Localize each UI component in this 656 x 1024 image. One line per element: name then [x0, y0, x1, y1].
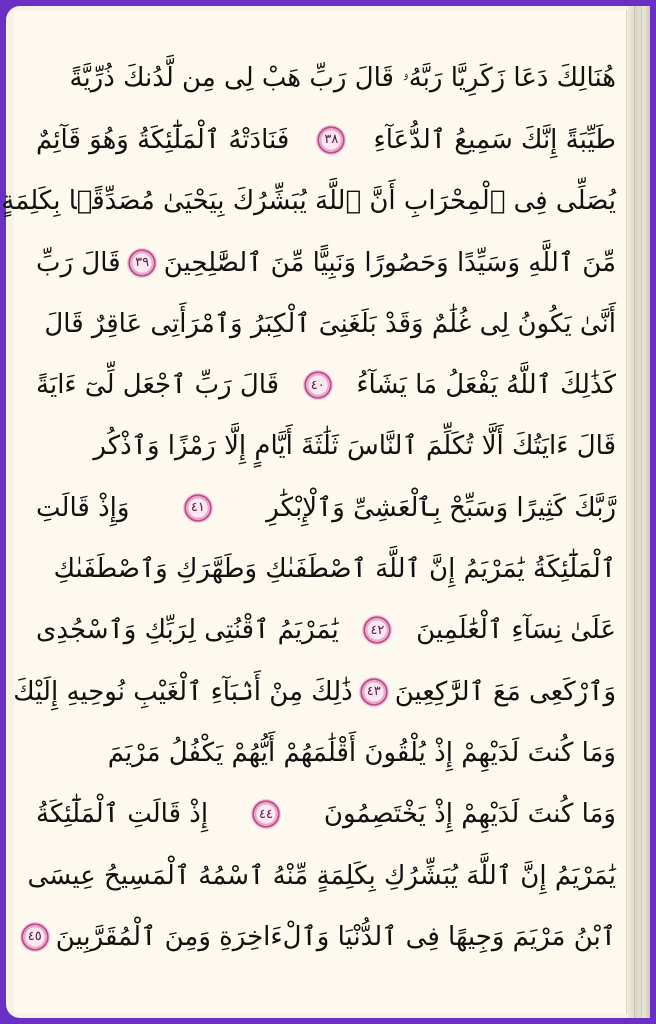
- verse-line: [36, 293, 616, 354]
- verse-line: [27, 845, 616, 906]
- verse-line: [36, 232, 616, 293]
- verse-text: وَٱرْكَعِى مَعَ ٱلرَّٰكِعِينَ: [394, 676, 616, 707]
- verse-text: قَالَ ءَايَتُكَ أَلَّا تُكَلِّمَ ٱلنَّاسَ ثَلَٰثَةَ أَيَّامٍ إِلَّا رَمْزًا وَٱذْكُر: [93, 431, 616, 462]
- quran-page[interactable]: [1, 10, 627, 1014]
- verse-line: [36, 477, 616, 538]
- verse-text: فَنَادَتْهُ ٱلْمَلَٰٓئِكَةُ وَهُوَ قَآئِمٌ: [36, 124, 290, 155]
- ayah-number-marker: ٣٨: [316, 125, 346, 155]
- verse-text: ذَٰلِكَ مِنْ أَنۢبَآءِ ٱلْغَيْبِ نُوحِيهِ إِلَيْكَ: [13, 676, 353, 707]
- verse-text: هُنَالِكَ دَعَا زَكَرِيَّا رَبَّهُۥ قَالَ رَبِّ هَبْ لِى مِن لَّدُنكَ ذُرِّيَّةً: [69, 63, 616, 94]
- ayah-number-marker: ٤٠: [303, 370, 333, 400]
- verse-text: قَالَ رَبِّ: [36, 247, 121, 278]
- ayah-number-marker: ٤٤: [251, 799, 281, 829]
- verse-line: [36, 354, 616, 415]
- verse-text: وَمَا كُنتَ لَدَيْهِمْ إِذْ يُلْقُونَ أَقْلَٰمَهُمْ أَيُّهُمْ يَكْفُلُ مَرْيَمَ: [107, 737, 616, 768]
- verse-text: يَٰمَرْيَمُ ٱقْنُتِى لِرَبِّكِ وَٱسْجُدِى: [36, 615, 339, 646]
- ayah-number-marker: ٤١: [183, 493, 213, 523]
- ayah-number-marker: ٤٣: [359, 677, 389, 707]
- verse-text: يَٰمَرْيَمُ إِنَّ ٱللَّهَ يُبَشِّرُكِ بِكَلِمَةٍ مِّنْهُ ٱسْمُهُ ٱلْمَسِيحُ عِيسَى: [27, 860, 616, 891]
- verse-text: طَيِّبَةً إِنَّكَ سَمِيعُ ٱلدُّعَآءِ: [373, 124, 616, 155]
- verse-line: [36, 109, 616, 170]
- verse-line: [36, 538, 616, 599]
- verse-text: ٱبْنُ مَرْيَمَ وَجِيهًا فِى ٱلدُّنْيَا وَٱلْءَاخِرَةِ وَمِنَ ٱلْمُقَرَّبِينَ: [55, 921, 616, 952]
- verse-line: [1, 171, 616, 232]
- verse-line: [36, 48, 616, 109]
- verse-text: قَالَ رَبِّ ٱجْعَل لِّىٓ ءَايَةً: [36, 370, 280, 401]
- ayah-number-marker: ٤٥: [20, 922, 50, 952]
- verse-text: يُصَلِّى فِى ٱلْمِحْرَابِ أَنَّ ٱللَّهَ يُبَشِّرُكَ بِيَحْيَىٰ مُصَدِّقًۢا بِكَلِمَةٍ: [1, 186, 616, 217]
- verse-text: عَلَىٰ نِسَآءِ ٱلْعَٰلَمِينَ: [416, 615, 616, 646]
- verse-line: [36, 722, 616, 783]
- verse-line: [13, 661, 616, 722]
- verse-text: إِذْ قَالَتِ ٱلْمَلَٰٓئِكَةُ: [36, 799, 209, 830]
- page-frame: [1, 6, 650, 1018]
- verse-text: رَّبَّكَ كَثِيرًا وَسَبِّحْ بِٱلْعَشِىِّ وَٱلْإِبْكَٰرِ: [266, 492, 616, 523]
- verse-line: [36, 416, 616, 477]
- verse-text: وَإِذْ قَالَتِ: [36, 492, 130, 523]
- verse-text: كَذَٰلِكَ ٱللَّهُ يَفْعَلُ مَا يَشَآءُ: [356, 370, 616, 401]
- verse-text: ٱلْمَلَٰٓئِكَةُ يَٰمَرْيَمُ إِنَّ ٱللَّهَ ٱصْطَفَىٰكِ وَطَهَّرَكِ وَٱصْطَفَىٰكِ: [53, 554, 616, 585]
- verse-text: مِّنَ ٱللَّهِ وَسَيِّدًا وَحَصُورًا وَنَبِيًّا مِّنَ ٱلصَّٰلِحِينَ: [163, 247, 616, 278]
- ayah-number-marker: ٤٢: [362, 615, 392, 645]
- verse-lines: [1, 48, 616, 967]
- verse-line: [27, 906, 616, 967]
- verse-line: [36, 600, 616, 661]
- page-edge: [628, 6, 650, 1018]
- verse-text: أَنَّىٰ يَكُونُ لِى غُلَٰمٌ وَقَدْ بَلَغَنِىَ ٱلْكِبَرُ وَٱمْرَأَتِى عَاقِرٌ قَالَ: [44, 308, 616, 339]
- verse-text: وَمَا كُنتَ لَدَيْهِمْ إِذْ يَخْتَصِمُونَ: [323, 799, 616, 830]
- verse-line: [36, 784, 616, 845]
- ayah-number-marker: ٣٩: [127, 248, 157, 278]
